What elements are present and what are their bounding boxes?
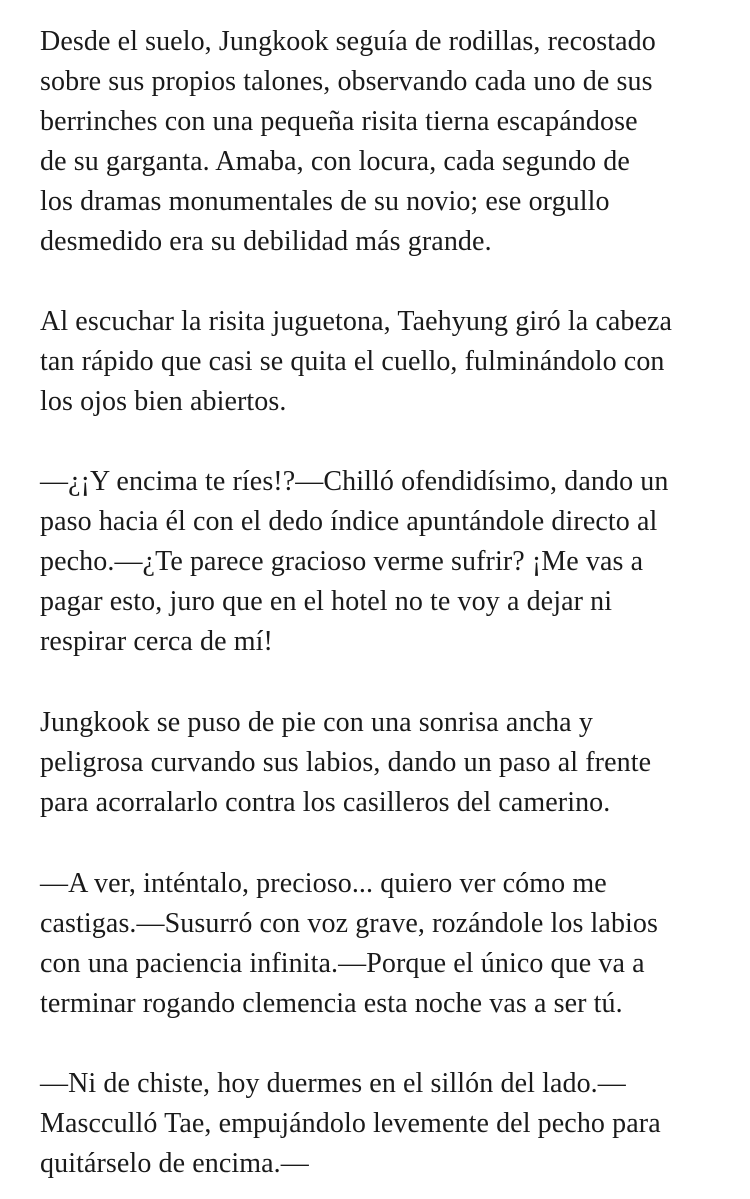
paragraph-4-line-2: peligrosa curvando sus labios, dando un paso al frente bbox=[40, 747, 652, 778]
paragraph-2-line-3: los ojos bien abiertos. bbox=[40, 386, 287, 417]
paragraph-4-line-1: Jungkook se puso de pie con una sonrisa ancha y bbox=[40, 707, 593, 738]
paragraph-5-line-4: terminar rogando clemencia esta noche vas a ser tú. bbox=[40, 988, 623, 1019]
paragraph-1-line-5: los dramas monumentales de su novio; ese orgullo bbox=[40, 186, 610, 217]
paragraph-2-line-2: tan rápido que casi se quita el cuello, fulminándolo con bbox=[40, 346, 665, 377]
paragraph-1-line-4: de su garganta. Amaba, con locura, cada segundo de bbox=[40, 146, 630, 177]
paragraph-6-line-2: Mascculló Tae, empujándolo levemente del pecho para bbox=[40, 1108, 661, 1139]
paragraph-3-line-5: respirar cerca de mí! bbox=[40, 626, 273, 657]
paragraph-3-line-1: —¿¡Y encima te ríes!?—Chilló ofendidísimo, dando un bbox=[40, 466, 669, 497]
paragraph-1-line-3: berrinches con una pequeña risita tierna escapándose bbox=[40, 106, 638, 137]
paragraph-5-line-2: castigas.—Susurró con voz grave, rozándole los labios bbox=[40, 908, 659, 939]
paragraph-6-line-1: —Ni de chiste, hoy duermes en el sillón del lado.— bbox=[40, 1068, 626, 1099]
paragraph-3-line-2: paso hacia él con el dedo índice apuntándole directo al bbox=[40, 506, 658, 537]
paragraph-6-line-3: quitárselo de encima.— bbox=[40, 1148, 309, 1179]
paragraph-1-line-1: Desde el suelo, Jungkook seguía de rodillas, recostado bbox=[40, 26, 656, 57]
paragraph-3-line-3: pecho.—¿Te parece gracioso verme sufrir? ¡Me vas a bbox=[40, 546, 644, 577]
paragraph-4-line-3: para acorralarlo contra los casilleros del camerino. bbox=[40, 787, 611, 818]
paragraph-5-line-1: —A ver, inténtalo, precioso... quiero ver cómo me bbox=[40, 868, 607, 899]
paragraph-1-line-6: desmedido era su debilidad más grande. bbox=[40, 226, 492, 257]
paragraph-5-line-3: con una paciencia infinita.—Porque el único que va a bbox=[40, 948, 645, 979]
paragraph-2-line-1: Al escuchar la risita juguetona, Taehyung giró la cabeza bbox=[40, 306, 673, 337]
paragraph-3-line-4: pagar esto, juro que en el hotel no te voy a dejar ni bbox=[40, 586, 613, 617]
paragraph-1-line-2: sobre sus propios talones, observando cada uno de sus bbox=[40, 66, 653, 97]
